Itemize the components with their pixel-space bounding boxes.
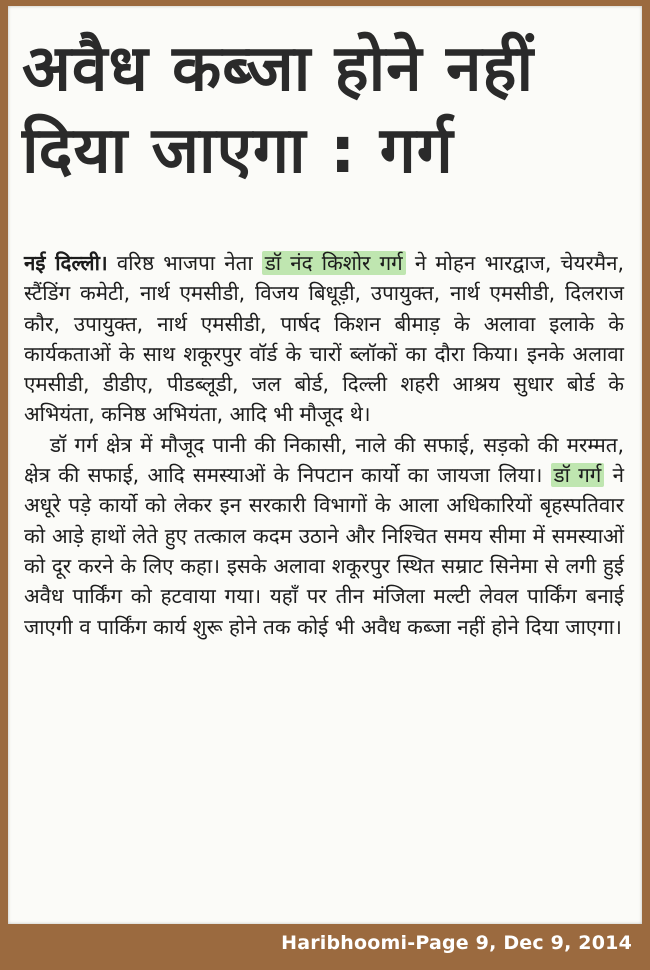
source-credit: Haribhoomi-Page 9, Dec 9, 2014	[281, 932, 632, 954]
headline-line-1: अवैध कब्जा होने नहीं	[22, 32, 535, 106]
headline-line-2: दिया जाएगा : गर्ग	[22, 114, 454, 188]
paragraph-1-text-a: वरिष्ठ भाजपा नेता	[107, 251, 262, 275]
article-body	[24, 248, 624, 642]
paragraph-1	[24, 248, 624, 430]
highlighted-name: डॉ नंद किशोर गर्ग	[262, 251, 406, 275]
paragraph-2-text-b: ने अधूरे पड़े कार्यो को लेकर इन सरकारी विभागों के आला अधिकारियों बृहस्पतिवार को आड़े हाथों लेते हुए तत्काल कदम उठाने और निश्चित समय सीमा में समस्याओं को दूर करने के लिए कहा। इसके अलावा शकूरपुर स्थित सम्राट सिनेमा से लगी हुई अवैध पार्किंग को हटवाया गया। यहाँ पर तीन मंजिला मल्टी लेवल पार्किंग बनाई जाएगी व पार्किंग कार्य शुरू होने तक कोई भी अवैध कब्जा नहीं होने दिया जाएगा।	[24, 463, 624, 639]
paragraph-1-text-b: ने मोहन भारद्वाज, चेयरमैन, स्टैंडिंग कमेटी, नार्थ एमसीडी, विजय बिधूड़ी, उपायुक्त, नार्थ एमसीडी, दिलराज कौर, उपायुक्त, नार्थ एमसीडी, पार्षद किशन बीमाड़ के अलावा इलाके के कार्यकताओं के साथ शकूरपुर वॉर्ड के चारों ब्लॉकों का दौरा किया। इनके अलावा एमसीडी, डीडीए, पीडब्लूडी, जल बोर्ड, दिल्ली शहरी आश्रय सुधार बोर्ड के अभियंता, कनिष्ठ अभियंता, आदि भी मौजूद थे।	[24, 251, 624, 427]
dateline: नई दिल्ली।	[24, 251, 108, 275]
paragraph-2-text-a: डॉ गर्ग क्षेत्र में मौजूद पानी की निकासी, नाले की सफाई, सड़को की मरम्मत, क्षेत्र की सफाई, आदि समस्याओं के निपटान कार्यो का जायजा लिया।	[24, 432, 624, 488]
newspaper-clipping	[8, 6, 642, 924]
article-headline	[22, 28, 632, 192]
paragraph-2	[24, 430, 624, 642]
highlighted-name-short: डॉ गर्ग	[551, 463, 605, 487]
